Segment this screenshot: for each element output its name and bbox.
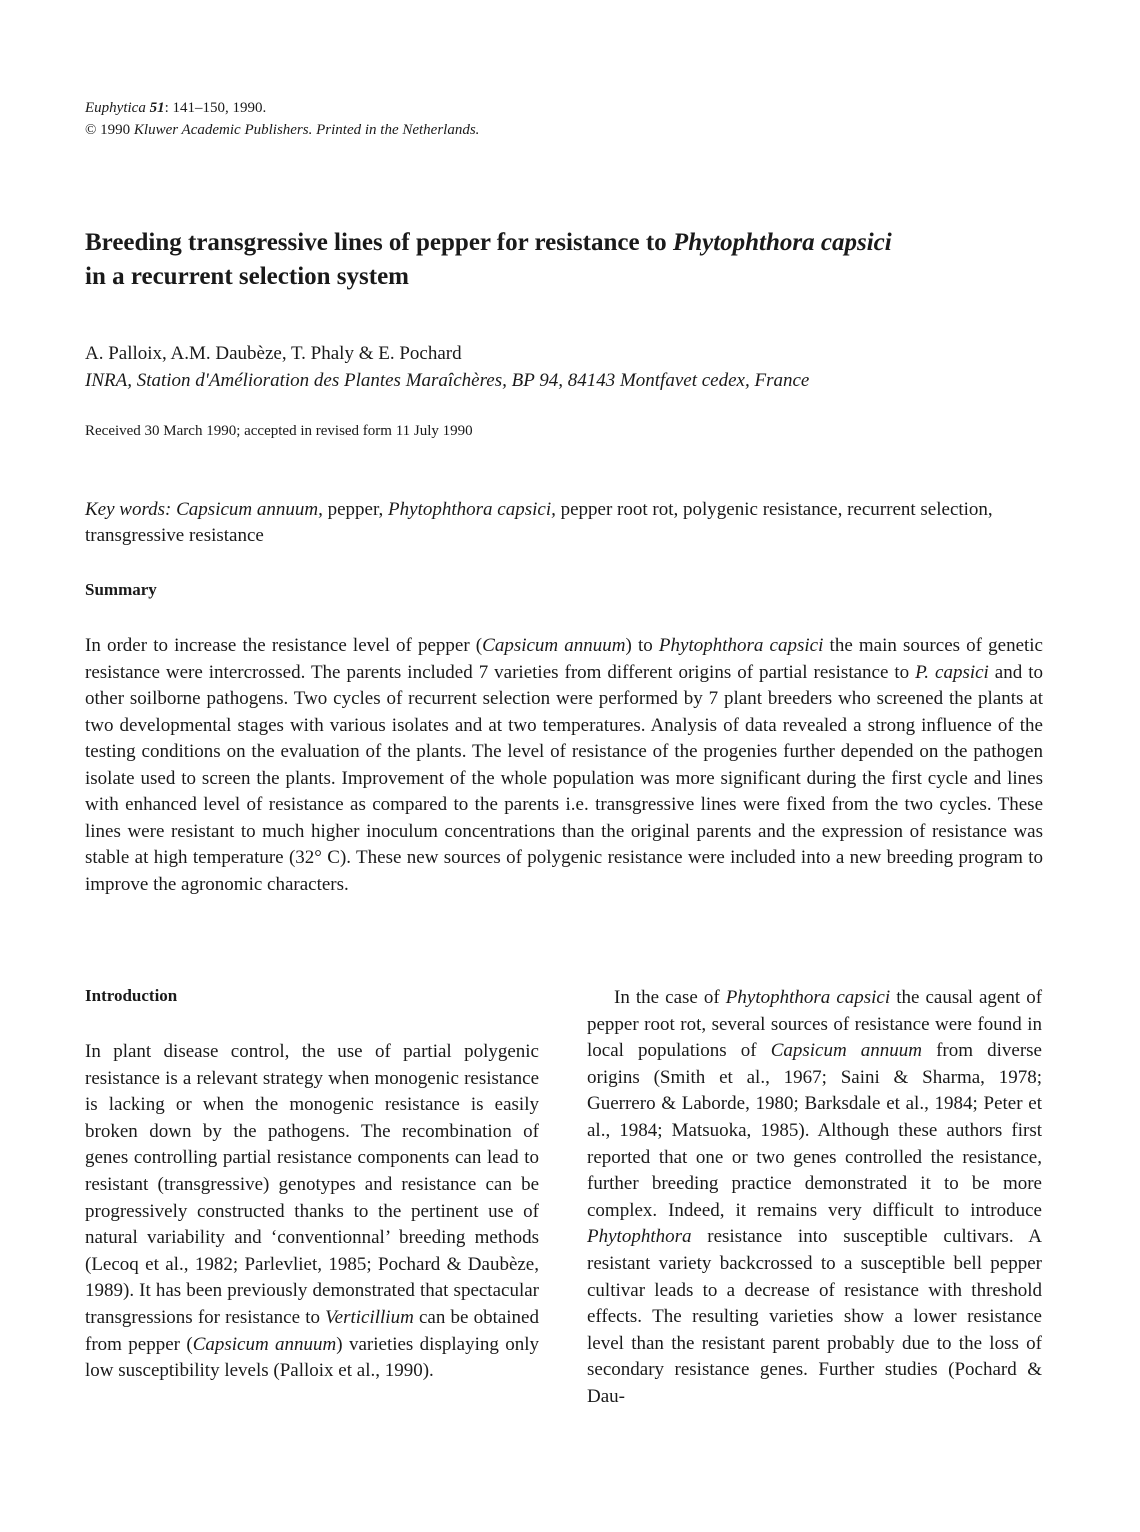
intro-species: Phytophthora <box>587 1226 692 1248</box>
summary-heading: Summary <box>85 580 157 599</box>
author-block <box>85 340 809 394</box>
journal-header <box>85 97 479 141</box>
intro-segment: In plant disease control, the use of partial polygenic resistance is a relevant strategy when monogenic resistance is lacking or when the monogenic resistance is easily broken down by the pathogens. The recombination of genes controlling partial resistance components can lead to resistant (transgressive) genotypes and resistance can be progressively constructed thanks to the pertinent use of natural variability and ‘conventionnal’ breeding methods (Lecoq et al., 1982; Parlevliet, 1985; Pochard & Daubèze, 1989). It has been previously demonstrated that spectacular transgressions for resistance to <box>85 1041 539 1328</box>
keywords-label: Key words: <box>85 499 172 520</box>
intro-segment: the causal agent of pepper root rot, several sources of resistance were found in local populations of <box>587 987 1043 1062</box>
summary-species: Phytophthora capsici <box>658 635 824 656</box>
keyword-phytophthora: Phytophthora capsici, <box>388 499 556 520</box>
intro-species: Verticillium <box>325 1306 414 1328</box>
introduction-heading: Introduction <box>85 986 178 1005</box>
intro-species: Phytophthora capsici <box>725 987 891 1008</box>
summary-segment: ) to <box>625 635 659 656</box>
author-list: A. Palloix, A.M. Daubèze, T. Phaly & E. Pochard <box>85 343 462 364</box>
intro-species: Capsicum annuum <box>770 1040 922 1062</box>
affiliation: INRA, Station d'Amélioration des Plantes Maraîchères, BP 94, 84143 Montfavet cedex, France <box>85 370 810 391</box>
summary-segment: In order to increase the resistance level of pepper ( <box>85 635 483 656</box>
intro-segment: from diverse origins (Smith et al., 1967; Saini & Sharma, 1978; Guerrero & Laborde, 1980; Barksdale et al., 1984; Peter et al., 1984; Matsuoka, 1985). Although these authors first reported that one or two genes controlled the resistance, further breeding practice demonstrated it to be more complex. Indeed, it remains very difficult to introduce <box>587 1040 1042 1221</box>
copyright-line <box>85 119 479 141</box>
summary-segment: and to other soilborne pathogens. Two cycles of recurrent selection were performed by 7 plant breeders who screened the plants at two developmental stages with various isolates and at two temperatures. Analysis of data revealed a strong influence of the testing conditions on the evaluation of the plants. The level of resistance of the progenies further depended on the pathogen isolate used to screen the plants. Improvement of the whole population was more significant during the first cycle and lines with enhanced level of resistance as compared to the parents i.e. transgressive lines were fixed from the two cycles. These lines were resistant to much higher inoculum concentrations than the original parents and the expression of resistance was stable at high temperature (32° C). These new sources of polygenic resistance were included into a new breeding program to improve the agronomic characters. <box>85 661 1043 895</box>
title-part-2: in a recurrent selection system <box>85 263 409 290</box>
citation-line <box>85 97 479 119</box>
summary-species: P. capsici <box>915 661 989 683</box>
intro-segment: ) varieties displaying only low susceptibility levels (Palloix et al., 1990). <box>85 1333 539 1382</box>
received-dates: Received 30 March 1990; accepted in revised form 11 July 1990 <box>85 423 473 439</box>
title-species: Phytophthora capsici <box>672 229 892 256</box>
summary-species: Capsicum annuum <box>482 635 626 656</box>
keyword-capsicum: Capsicum annuum, <box>171 499 323 520</box>
paper-title <box>85 226 1065 294</box>
journal-name: Euphytica <box>85 100 146 116</box>
intro-species: Capsicum annuum <box>192 1333 337 1355</box>
journal-volume: 51 <box>149 100 165 116</box>
journal-pages-year: : 141–150, 1990. <box>164 100 267 116</box>
title-part-1: Breeding transgressive lines of pepper for resistance to <box>85 229 673 256</box>
summary-text <box>85 633 1043 898</box>
keyword-pepper: pepper, <box>322 499 389 520</box>
introduction-right-column <box>587 985 1042 1411</box>
copyright-symbol: © <box>85 122 97 138</box>
keywords <box>85 497 1045 549</box>
copyright-year: 1990 <box>96 122 134 138</box>
summary-segment: the main sources of genetic resistance were intercrossed. The parents included 7 varieties from different origins of partial resistance to <box>85 635 1043 683</box>
publisher: Kluwer Academic Publishers. Printed in the Netherlands. <box>133 122 480 138</box>
introduction-left-column <box>85 1039 539 1385</box>
intro-segment: In the case of <box>614 987 726 1008</box>
intro-segment: resistance into susceptible cultivars. A resistant variety backcrossed to a susceptible bell pepper cultivar leads to a decrease of resistance with threshold effects. The resulting varieties show a lower resistance level than the resistant parent probably due to the loss of secondary resistance genes. Further studies (Pochard & Dau- <box>587 1226 1042 1407</box>
keyword-rest: pepper root rot, polygenic resistance, recurrent selection, transgressive resistance <box>85 499 993 546</box>
intro-segment: can be obtained from pepper ( <box>85 1306 539 1355</box>
